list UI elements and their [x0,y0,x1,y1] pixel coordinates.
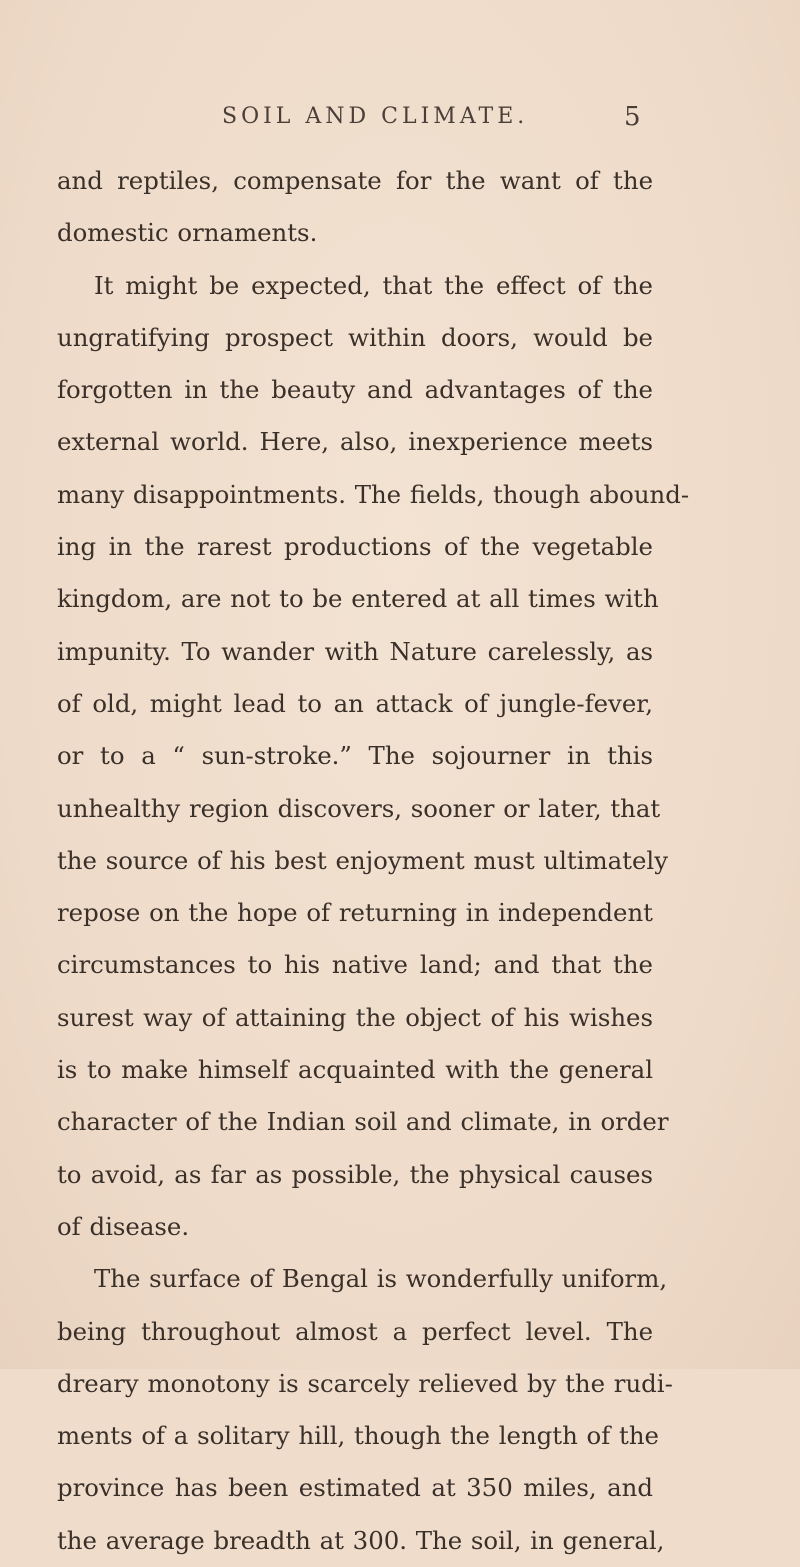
body-text [57,155,690,1567]
text-line: the source of his best enjoyment must ultimately [57,845,668,875]
text-line: kingdom, are not to be entered at all times with [57,584,659,614]
text-line: The surface of Bengal is wonderfully uniform, [94,1264,668,1294]
text-line: the average breadth at 300. The soil, in general, [57,1525,665,1555]
text-line: or to a “ sun-stroke.” The sojourner in this [57,741,653,771]
text-line: external world. Here, also, inexperience meets [57,427,653,457]
text-line: impunity. To wander with Nature carelessly, as [57,636,653,666]
running-head: SOIL AND CLIMATE. [222,104,529,129]
text-line: forgotten in the beauty and advantages of the [57,375,653,405]
page-header [0,104,800,144]
text-line: being throughout almost a perfect level. The [57,1316,653,1346]
page-number: 5 [624,102,641,132]
text-line: of disease. [57,1211,190,1241]
text-line: repose on the hope of returning in independent [57,898,653,928]
text-line: is to make himself acquainted with the general [57,1055,653,1085]
text-line: It might be expected, that the effect of the [94,270,653,300]
text-line: ments of a solitary hill, though the length of the [57,1421,659,1451]
text-line: circumstances to his native land; and that the [57,950,653,980]
text-line: to avoid, as far as possible, the physical causes [57,1159,653,1189]
text-line: unhealthy region discovers, sooner or later, that [57,793,661,823]
text-line: domestic ornaments. [57,218,318,248]
text-line: dreary monotony is scarcely relieved by the rudi- [57,1368,673,1398]
text-line: and reptiles, compensate for the want of the [57,166,653,195]
text-line: surest way of attaining the object of his wishes [57,1002,653,1032]
text-line: many disappointments. The fields, though abound- [57,479,690,509]
text-line: character of the Indian soil and climate, in order [57,1107,669,1137]
text-line: province has been estimated at 350 miles, and [57,1473,653,1503]
text-line: of old, might lead to an attack of jungle-fever, [57,688,653,718]
text-line: ungratifying prospect within doors, would be [57,322,653,352]
text-line: ing in the rarest productions of the vegetable [57,532,653,562]
